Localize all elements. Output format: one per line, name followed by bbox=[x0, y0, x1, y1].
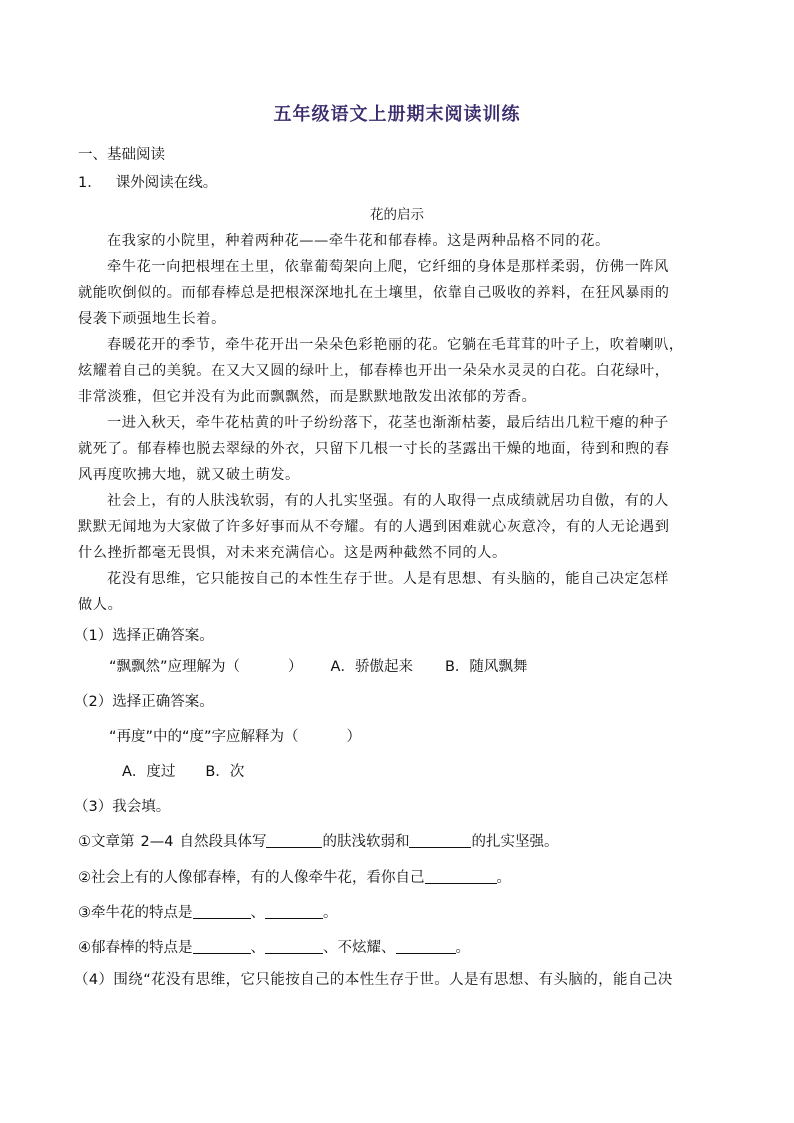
fill-text: ③牵牛花的特点是 bbox=[78, 905, 193, 921]
passage-line: 牵牛花一向把根埋在土里，依靠葡萄架向上爬，它纤细的身体是那样柔弱，仿佛一阵风 bbox=[107, 259, 669, 275]
answer-blank[interactable] bbox=[193, 904, 251, 919]
answer-blank[interactable] bbox=[396, 939, 456, 954]
passage-line: 做人。 bbox=[78, 597, 123, 613]
answer-blank[interactable] bbox=[265, 939, 323, 954]
answer-blank[interactable] bbox=[193, 939, 251, 954]
fill-text: ①文章第 bbox=[78, 834, 135, 850]
fill-text: 、 bbox=[250, 940, 265, 956]
stem-end: ） bbox=[288, 659, 303, 675]
question-number: 1． bbox=[78, 175, 102, 191]
subquestion-1-stem bbox=[109, 657, 527, 677]
stem-text: “飘飘然”应理解为（ bbox=[109, 659, 241, 675]
passage-line: 炫耀着自己的美貌。在又大又圆的绿叶上，郁春棒也开出一朵朵水灵灵的白花。白花绿叶， bbox=[78, 363, 670, 379]
subquestion-2-options bbox=[122, 762, 244, 782]
answer-blank[interactable] bbox=[425, 869, 497, 884]
subquestion-2-stem bbox=[109, 727, 361, 747]
passage-line: 就死了。郁春棒也脱去翠绿的外衣，只留下几根一寸长的茎露出干燥的地面，待到和煦的春 bbox=[78, 441, 670, 457]
subquestion-4-label: （4）围绕“花没有思维，它只能按自己的本性生存于世。人是有思想、有头脑的，能自己决 bbox=[74, 972, 673, 988]
option-b: B．次 bbox=[205, 764, 245, 780]
passage-line: 默默无闻地为大家做了许多好事而从不夸耀。有的人遇到困难就心灰意冷，有的人无论遇到 bbox=[78, 519, 670, 535]
subquestion-2-label: （2）选择正确答案。 bbox=[74, 694, 214, 710]
question-text: 课外阅读在线。 bbox=[115, 175, 218, 191]
fill-text: ②社会上有的人像郁春棒，有的人像牵牛花，看你自己 bbox=[78, 870, 425, 886]
passage-line: 侵袭下顽强地生长着。 bbox=[78, 311, 226, 327]
fill-item-1 bbox=[78, 832, 558, 852]
passage-line: 在我家的小院里，种着两种花——牵牛花和郁春棒。这是两种品格不同的花。 bbox=[107, 233, 610, 249]
answer-blank[interactable] bbox=[266, 833, 322, 848]
fill-text: 、 bbox=[250, 905, 265, 921]
passage-line: 一进入秋天，牵牛花枯黄的叶子纷纷落下，花茎也渐渐枯萎，最后结出几粒干瘪的种子 bbox=[107, 415, 669, 431]
option-a: A．骄傲起来 bbox=[330, 659, 413, 675]
fill-item-2 bbox=[78, 868, 511, 888]
stem-end: ） bbox=[346, 729, 362, 745]
fill-text: 。 bbox=[323, 905, 338, 921]
answer-blank[interactable] bbox=[265, 904, 323, 919]
fill-text: 的肤浅软弱和 bbox=[322, 834, 410, 850]
passage-line: 风再度吹拂大地，就又破土萌发。 bbox=[78, 467, 300, 483]
subquestion-3-label: （3）我会填。 bbox=[74, 799, 171, 815]
fill-text: 、不炫耀、 bbox=[323, 940, 396, 956]
passage-line: 就能吹倒似的。而郁春棒总是把根深深地扎在土壤里，依靠自己吸收的养料，在狂风暴雨的 bbox=[78, 285, 670, 301]
option-a: A．度过 bbox=[122, 764, 176, 780]
fill-text: 。 bbox=[455, 940, 470, 956]
fill-text: 2—4 bbox=[140, 834, 174, 850]
passage-line: 花没有思维，它只能按自己的本性生存于世。人是有思想、有头脑的，能自己决定怎样 bbox=[107, 571, 669, 587]
fill-item-3 bbox=[78, 903, 338, 923]
passage-line: 什么挫折都毫无畏惧，对未来充满信心。这是两种截然不同的人。 bbox=[78, 545, 507, 561]
fill-text: 的扎实坚强。 bbox=[471, 834, 559, 850]
fill-text: 。 bbox=[496, 870, 511, 886]
question-1-heading bbox=[78, 173, 217, 193]
subquestion-1-label: （1）选择正确答案。 bbox=[74, 628, 214, 644]
answer-blank[interactable] bbox=[409, 833, 471, 848]
passage-line: 春暖花开的季节，牵牛花开出一朵朵色彩艳丽的花。它躺在毛茸茸的叶子上，吹着喇叭， bbox=[107, 337, 684, 353]
passage-title: 花的启示 bbox=[370, 207, 424, 223]
fill-text: ④郁春棒的特点是 bbox=[78, 940, 193, 956]
fill-text: 自然段具体写 bbox=[179, 834, 267, 850]
passage-line: 社会上，有的人肤浅软弱，有的人扎实坚强。有的人取得一点成绩就居功自傲，有的人 bbox=[107, 493, 669, 509]
passage-line: 非常淡雅，但它并没有为此而飘飘然，而是默默地散发出浓郁的芳香。 bbox=[78, 389, 537, 405]
fill-item-4 bbox=[78, 938, 470, 958]
document-title: 五年级语文上册期末阅读训练 bbox=[273, 104, 521, 125]
option-b: B．随风飘舞 bbox=[444, 659, 528, 675]
stem-text: “再度”中的“度”字应解释为（ bbox=[109, 729, 299, 745]
section-heading: 一、基础阅读 bbox=[78, 147, 165, 163]
